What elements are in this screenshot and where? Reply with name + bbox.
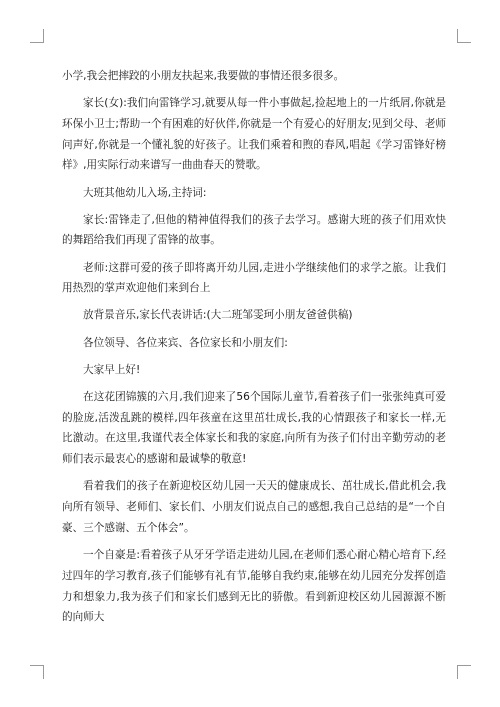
crop-mark-bottom-right	[457, 665, 471, 679]
crop-mark-bottom-left	[30, 665, 44, 679]
body-paragraph: 一个自豪是:看着孩子从牙牙学语走进幼儿园,在老师们悉心耐心精心培育下,经过四年的学习教育,孩子们能够有礼有节,能够自我约束,能够在幼儿园充分发挥创造力和想象力,我为孩子们和家长们感到无比的骄傲。看到新迎校区幼儿园源源不断的向师大	[62, 548, 446, 624]
body-paragraph: 老师:这群可爱的孩子即将离开幼儿园,走进小学继续他们的求学之旅。让我们用热烈的掌声欢迎他们来到台上	[62, 261, 446, 295]
body-paragraph: 大班其他幼儿入场,主持词:	[83, 186, 207, 199]
body-paragraph: 家长:雷锋走了,但他的精神值得我们的孩子去学习。感谢大班的孩子们用欢快的舞蹈给我们再现了雷锋的故事。	[62, 213, 446, 247]
body-paragraph: 放背景音乐,家长代表讲话:(大二班邹雯珂小朋友爸爸供稿)	[83, 309, 353, 322]
body-paragraph: 大家早上好!	[83, 363, 141, 376]
body-paragraph: 小学,我会把摔跤的小朋友扶起来,我要做的事情还很多很多。	[62, 70, 345, 82]
crop-mark-top-left	[30, 29, 44, 43]
body-paragraph: 在这花团锦簇的六月,我们迎来了56个国际儿童节,看着孩子们一张张纯真可爱的脸庞,活泼乱跳的模样,四年孩童在这里茁壮成长,我的心情跟孩子和家长一样,无比激动。在这里,我谨代表全体家长和我的家庭,向所有为孩子们付出辛勤劳动的老师们表示最衷心的感谢和最诚挚的敬意!	[62, 390, 446, 466]
body-paragraph: 各位领导、各位来宾、各位家长和小朋友们:	[83, 336, 288, 349]
crop-mark-top-right	[457, 29, 471, 43]
body-paragraph: 家长(女):我们向雷锋学习,就要从每一件小事做起,捡起地上的一片纸屑,你就是环保小卫士;帮助一个有困难的好伙伴,你就是一个有爱心的好朋友;见到父母、老师问声好,你就是一个懂礼貌的好孩子。让我们乘着和煦的春风,唱起《学习雷锋好榜样》,用实际行动来谱写一曲曲春天的赞歌。	[62, 97, 446, 172]
document-body	[62, 66, 446, 634]
body-paragraph: 看着我们的孩子在新迎校区幼儿园一天天的健康成长、茁壮成长,借此机会,我向所有领导、老师们、家长们、小朋友们说点自己的感想,我自己总结的是“一个自豪、三个感谢、五个体会”。	[62, 480, 446, 534]
